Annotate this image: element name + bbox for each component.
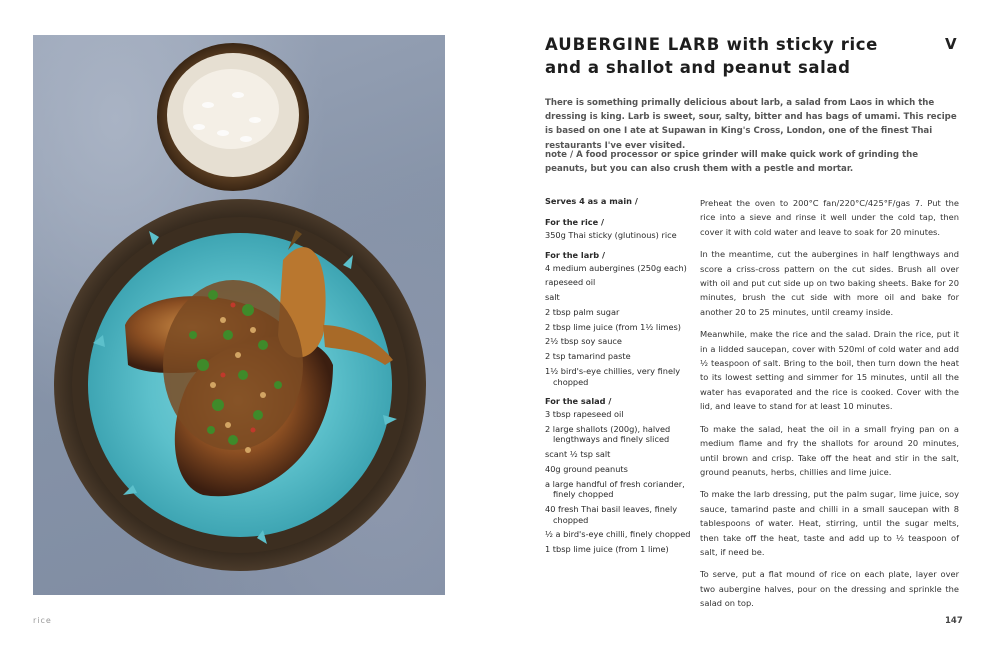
serves-heading: Serves 4 as a main / [545,196,638,206]
ingredient-item: rapeseed oil [545,277,596,288]
recipe-title [545,33,905,79]
ingredient-item: 2 large shallots (200g), halved lengthways and finely sliced [545,423,671,445]
rice-heading: For the rice / [545,217,605,227]
method-step: Meanwhile, make the rice and the salad. Drain the rice, put it in a lidded saucepan, cover with 520ml of cold water and add ½ teaspoon of salt. Bring to the boil, then turn down the heat to its lowest setting and simmer for 15 minutes, until all the water has evaporated and the rice is cooked. Cover with the lid, and leave to stand for at least 10 minutes. [700,329,959,412]
vegetarian-badge: V [945,35,957,53]
method-step: To make the larb dressing, put the palm sugar, lime juice, soy sauce, tamarind paste and chilli in a small saucepan with 8 tablespoons of water. Heat, stirring, until the sugar melts, then take off the heat, taste and add up to ½ teaspoon of salt, if need be. [700,489,959,557]
method-step: Preheat the oven to 200°C fan/220°C/425°F/gas 7. Put the rice into a sieve and rinse it well under the cold tap, then cover it with cold water and leave to soak for 20 minutes. [700,198,959,237]
ingredient-item: salt [545,292,560,303]
recipe-intro: There is something primally delicious about larb, a salad from Laos in which the dressing is king. Larb is sweet, sour, salty, bitter and has bags of umami. This recipe is based on one I ate at Supawan in King's Cross, London, one of the finest Thai restaurants I've ever visited. [545,98,957,151]
ingredient-item: 40 fresh Thai basil leaves, finely chopped [545,504,678,525]
ingredient-item: 40g ground peanuts [545,463,628,474]
recipe-photo [33,35,445,595]
page-number: 147 [945,616,963,626]
salad-heading: For the salad / [545,396,612,407]
ingredient-item: ½ a bird's-eye chilli, finely chopped [545,529,691,540]
larb-heading: For the larb / [545,249,605,260]
title-main: AUBERGINE LARB [545,35,721,54]
ingredient-item: 1 tbsp lime juice (from 1 lime) [545,544,669,555]
ingredient-item: 1½ bird's-eye chillies, very finely chopped [545,366,681,387]
method-step: To serve, put a flat mound of rice on each plate, layer over two aubergine halves, pour on the dressing and sprinkle the salad on top. [700,569,959,609]
method-step: To make the salad, heat the oil in a small frying pan on a medium flame and fry the shallots for around 20 minutes, until brown and crisp. Take off the heat and stir in the salt, ground peanuts, herbs, chillies and lime juice. [700,423,959,477]
ingredient-item: a large handful of fresh coriander, finely chopped [545,478,685,500]
ingredient-item: 2 tbsp palm sugar [545,306,620,317]
ingredients-list [545,196,695,559]
ingredient-item: 2 tbsp lime juice (from 1½ limes) [545,321,681,332]
ingredient-item: 4 medium aubergines (250g each) [545,262,687,273]
ingredient-item: 2½ tbsp soy sauce [545,336,622,347]
ingredient-item: 3 tbsp rapeseed oil [545,409,624,420]
ingredient-item: 350g Thai sticky (glutinous) rice [545,230,677,240]
title-rest: with sticky rice and a shallot and peanut salad [545,35,878,77]
method-step: In the meantime, cut the aubergines in half lengthways and score a criss-cross pattern on the cut sides. Brush all over with oil and put cut side up on two baking sheets. Bake for 20 minutes, brush the cut side with more oil and bake for another 20 to 25 minutes, until creamy inside. [700,249,959,317]
section-footer: rice [33,616,52,625]
method-steps [700,196,959,619]
recipe-note: note / A food processor or spice grinder will make quick work of grinding the peanuts, but you can also crush them with a pestle and mortar. [545,150,919,175]
ingredient-item: 2 tsp tamarind paste [545,351,631,362]
rice-bowl [157,43,309,191]
ingredient-item: scant ½ tsp salt [545,449,611,460]
